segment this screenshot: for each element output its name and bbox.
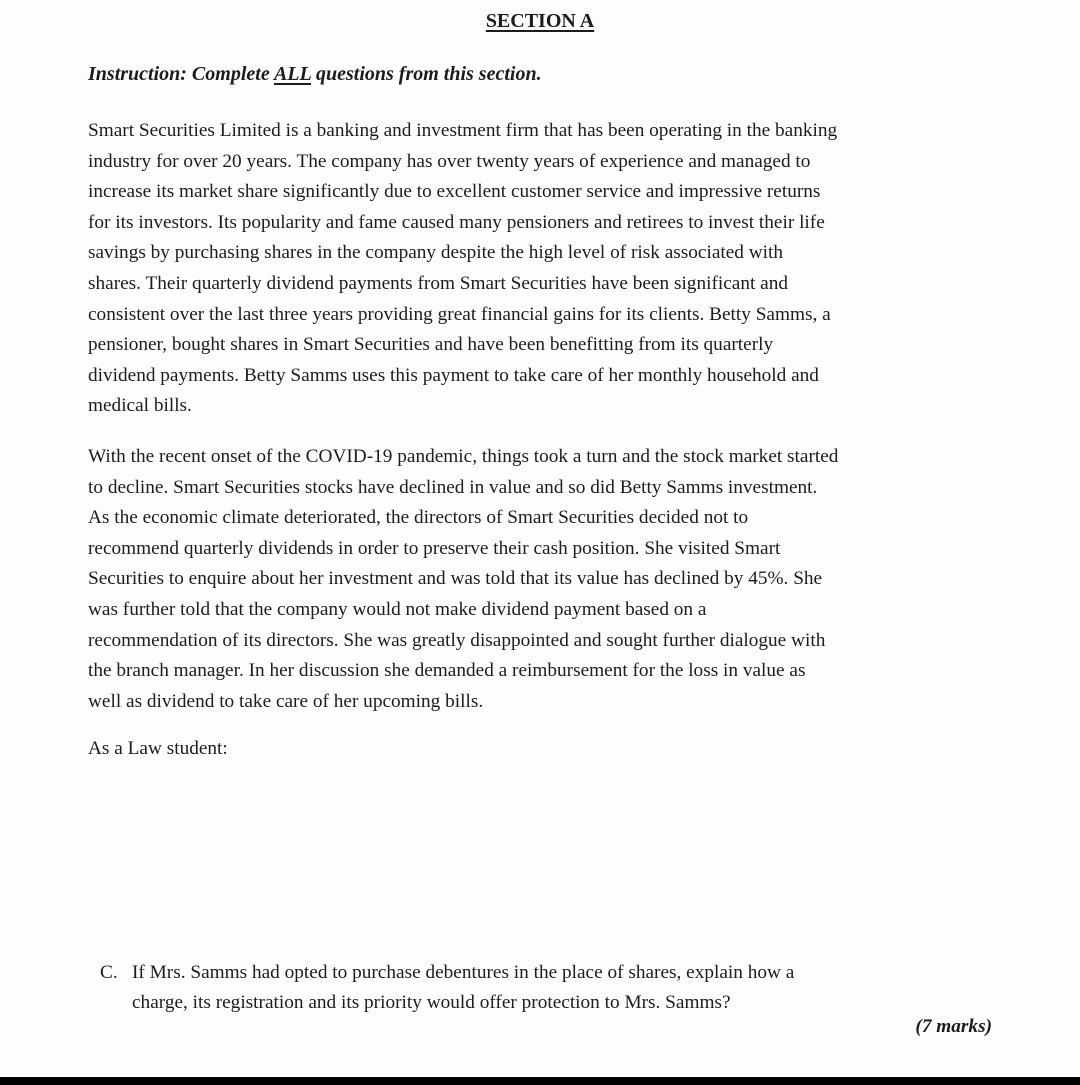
question-text: [132, 958, 992, 1018]
paragraph-line: for its investors. Its popularity and fame caused many pensioners and retirees to invest their life: [88, 211, 825, 233]
paragraph-line: industry for over 20 years. The company has over twenty years of experience and managed to: [88, 150, 811, 172]
paragraph-line: savings by purchasing shares in the company despite the high level of risk associated with: [88, 242, 784, 264]
paragraph-line: As the economic climate deteriorated, the directors of Smart Securities decided not to: [88, 507, 749, 529]
paragraph-line: well as dividend to take care of her upcoming bills.: [88, 690, 484, 712]
lead-in-text: As a Law student:: [88, 738, 228, 759]
question-line: charge, its registration and its priority would offer protection to Mrs. Samms?: [132, 992, 731, 1013]
paragraph-line: recommend quarterly dividends in order to preserve their cash position. She visited Smart: [88, 537, 781, 559]
paragraph-line: medical bills.: [88, 395, 192, 417]
paragraph-line: to decline. Smart Securities stocks have declined in value and so did Betty Samms investment.: [88, 476, 818, 498]
scenario-paragraph-1: [88, 116, 998, 422]
question-label: C.: [100, 962, 118, 983]
instruction-prefix: Instruction: Complete: [88, 63, 274, 85]
section-title: [0, 10, 1080, 33]
paragraph-line: With the recent onset of the COVID-19 pandemic, things took a turn and the stock market started: [88, 446, 839, 467]
marks-label: (7 marks): [915, 1016, 992, 1037]
paragraph-line: dividend payments. Betty Samms uses this payment to take care of her monthly household and: [88, 364, 819, 386]
section-title-text: SECTION A: [485, 10, 595, 32]
paragraph-line: recommendation of its directors. She was greatly disappointed and sought further dialogue with: [88, 629, 826, 651]
instruction-suffix: questions from this section.: [310, 63, 542, 85]
scenario-paragraph-2: [88, 442, 998, 717]
paragraph-line: pensioner, bought shares in Smart Securities and have been benefitting from its quarterly: [88, 334, 774, 356]
instruction: [88, 63, 542, 86]
paragraph-line: Securities to enquire about her investment and was told that its value has declined by 45%. She: [88, 568, 823, 590]
question-line: If Mrs. Samms had opted to purchase debentures in the place of shares, explain how a: [132, 962, 795, 983]
bottom-edge-bar: [0, 1077, 1080, 1085]
paragraph-line: shares. Their quarterly dividend payments from Smart Securities have been significant and: [88, 272, 788, 294]
paragraph-line: Smart Securities Limited is a banking and investment firm that has been operating in the banking: [88, 120, 838, 141]
paragraph-line: the branch manager. In her discussion she demanded a reimbursement for the loss in value as: [88, 660, 806, 682]
paragraph-line: was further told that the company would not make dividend payment based on a: [88, 598, 707, 620]
paragraph-line: increase its market share significantly due to excellent customer service and impressive returns: [88, 181, 821, 203]
paragraph-line: consistent over the last three years providing great financial gains for its clients. Betty Samms, a: [88, 303, 831, 325]
instruction-emphasis: ALL: [273, 63, 311, 85]
